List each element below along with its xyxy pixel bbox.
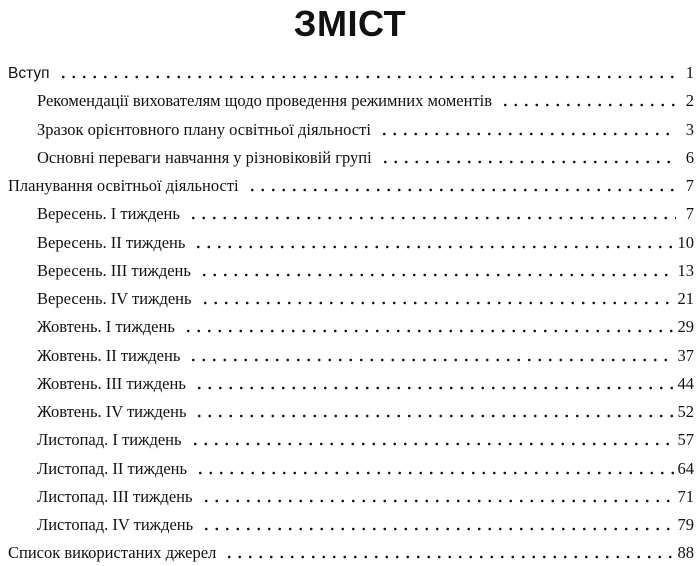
dot-leader: [190, 442, 674, 446]
toc-entry-title: Вересень. І тиждень: [37, 204, 180, 224]
dot-leader: [201, 499, 674, 503]
toc-entry-title: Листопад. ІІІ тиждень: [37, 486, 193, 506]
toc-entry-title: Жовтень. ІІІ тиждень: [37, 373, 186, 393]
dot-leader: [195, 471, 673, 475]
dot-leader: [183, 329, 674, 333]
toc-entry: [0, 484, 700, 510]
toc-page-number: 88: [677, 543, 694, 563]
toc-entry-title: Рекомендації вихователям щодо проведення режимних моментів: [37, 91, 493, 111]
toc-entry: [0, 145, 700, 171]
toc-entry-title: Листопад. ІV тиждень: [37, 515, 194, 534]
toc-entry-title: Жовтень. ІІ тиждень: [37, 345, 181, 365]
toc-entry-title: Вересень. ІV тиждень: [37, 289, 192, 308]
toc-page-number: 2: [685, 91, 694, 111]
toc-entry: [0, 427, 700, 453]
toc-entry: [0, 201, 700, 227]
toc-entry-title: Жовтень. І тиждень: [37, 317, 175, 337]
dot-leader: [379, 132, 676, 136]
toc-page-number: 1: [685, 63, 694, 82]
dot-leader: [380, 160, 676, 164]
toc-page-number: 44: [677, 373, 694, 393]
toc-entry: [0, 456, 700, 482]
toc-page-number: 79: [677, 515, 694, 534]
toc-page-number: 21: [677, 289, 694, 308]
toc-entry: [0, 540, 700, 566]
dot-leader: [199, 273, 674, 277]
dot-leader: [193, 245, 673, 249]
toc-entry: [0, 512, 700, 538]
toc-entry: [0, 371, 700, 397]
toc-entry: [0, 399, 700, 425]
toc-entry-title: Зразок орієнтовного плану освітньої діяльності: [37, 119, 371, 139]
toc-entry: [0, 286, 700, 312]
toc-page-number: 13: [677, 260, 694, 280]
toc-page-number: 37: [677, 345, 694, 365]
toc-page-number: 52: [677, 402, 694, 421]
toc-page-number: 29: [677, 317, 694, 337]
toc-page-number: 71: [677, 486, 694, 506]
toc-page-number: 7: [685, 176, 694, 195]
dot-leader: [194, 414, 673, 418]
dot-leader: [188, 358, 673, 362]
dot-leader: [58, 75, 676, 79]
page-title: ЗМІСТ: [293, 3, 407, 44]
toc-page-number: 7: [685, 204, 694, 224]
toc-entry-title: Листопад. ІІ тиждень: [37, 458, 188, 478]
dot-leader: [201, 527, 673, 531]
dot-leader: [194, 386, 674, 390]
toc-entry-title: Список використаних джерел: [8, 543, 217, 563]
toc-page-number: 3: [685, 119, 694, 139]
toc-entry: [0, 60, 700, 86]
toc-entry-title: Основні переваги навчання у різновіковій групі: [37, 147, 372, 167]
toc-entry: [0, 230, 700, 256]
toc-entry: [0, 258, 700, 284]
toc-entry-title: Листопад. І тиждень: [37, 430, 182, 450]
toc-entry: [0, 314, 700, 340]
dot-leader: [247, 188, 676, 192]
toc-page-number: 64: [677, 458, 694, 478]
toc-entry: [0, 88, 700, 114]
toc-page-number: 10: [677, 232, 694, 252]
toc-page-number: 6: [685, 147, 694, 167]
toc-entry-title: Вересень. ІІ тиждень: [37, 232, 186, 252]
toc-entry: [0, 117, 700, 143]
toc-entry-title: Планування освітньої діяльності: [8, 176, 239, 195]
dot-leader: [200, 301, 674, 305]
toc-entry: [0, 173, 700, 199]
dot-leader: [500, 103, 676, 107]
toc-entry: [0, 343, 700, 369]
dot-leader: [224, 555, 673, 559]
toc-page-number: 57: [677, 430, 694, 450]
dot-leader: [188, 216, 676, 220]
toc-entry-title: Вступ: [8, 65, 50, 82]
toc-entry-title: Вересень. ІІІ тиждень: [37, 260, 191, 280]
toc-entry-title: Жовтень. ІV тиждень: [37, 402, 187, 421]
